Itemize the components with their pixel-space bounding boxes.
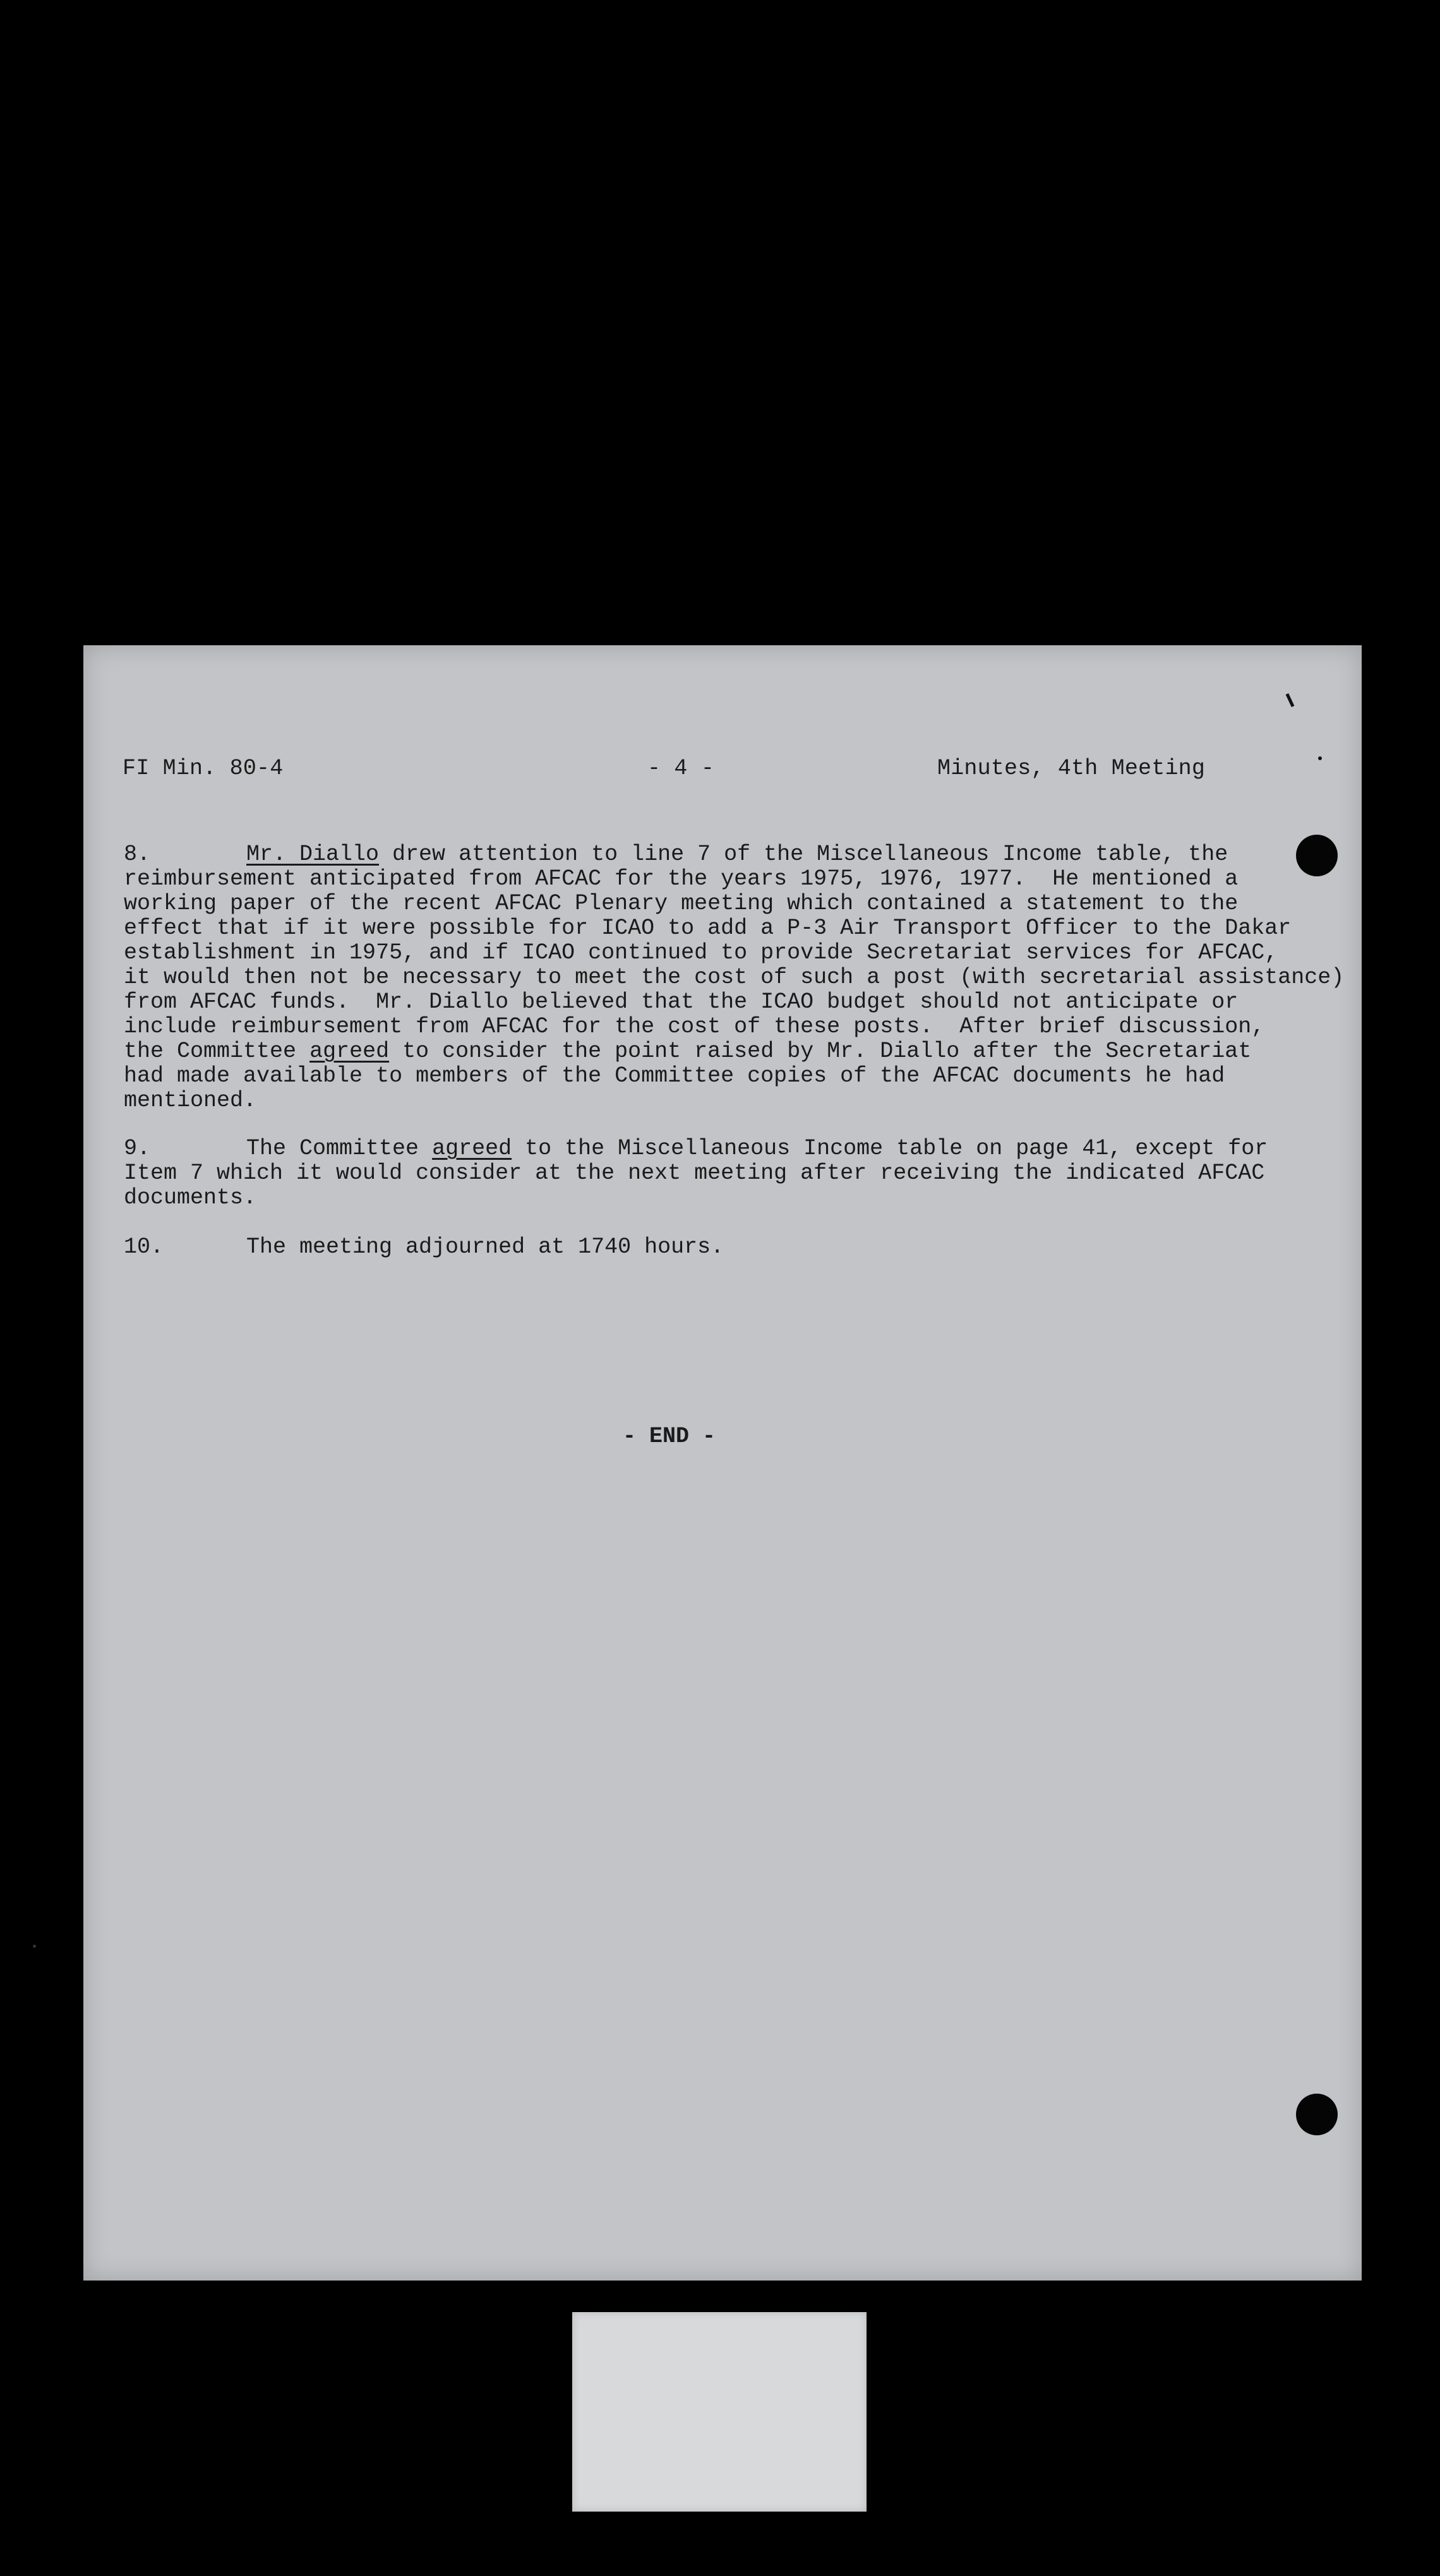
document-title: Minutes, 4th Meeting bbox=[937, 756, 1206, 781]
paragraph-text: effect that if it were possible for ICAO to add a P-3 Air Transport Officer to the Dakar bbox=[124, 915, 1292, 941]
paragraph-text: reimbursement anticipated from AFCAC for the years 1975, 1976, 1977. He mentioned a bbox=[124, 866, 1239, 891]
document-reference: FI Min. 80-4 bbox=[123, 756, 284, 781]
scan-speck bbox=[1318, 756, 1322, 760]
speaker-name: Mr. Diallo bbox=[246, 842, 380, 867]
microfilm-target-card bbox=[572, 2312, 867, 2512]
decision-word: agreed bbox=[432, 1136, 512, 1161]
paragraph-10 bbox=[124, 1235, 1324, 1260]
paragraph-number: 10. bbox=[124, 1234, 164, 1260]
paragraph-text: from AFCAC funds. Mr. Diallo believed that the ICAO budget should not anticipate or bbox=[124, 989, 1239, 1015]
paragraph-text: establishment in 1975, and if ICAO continued to provide Secretariat services for AFCAC, bbox=[124, 940, 1278, 965]
paragraph-number: 8. bbox=[124, 842, 151, 867]
page-number: - 4 - bbox=[647, 756, 715, 781]
paragraph-8 bbox=[124, 842, 1345, 1113]
paragraph-text: The meeting adjourned at 1740 hours. bbox=[246, 1234, 724, 1260]
paragraph-text: the Committee bbox=[124, 1039, 310, 1064]
paragraph-text: working paper of the recent AFCAC Plenary meeting which contained a statement to the bbox=[124, 891, 1239, 916]
paragraph-9 bbox=[124, 1136, 1324, 1210]
paragraph-text: documents. bbox=[124, 1185, 257, 1210]
scan-speck bbox=[33, 1945, 36, 1948]
document-page bbox=[83, 645, 1362, 2281]
paragraph-number: 9. bbox=[124, 1136, 151, 1161]
paragraph-text: to consider the point raised by Mr. Diallo after the Secretariat bbox=[389, 1039, 1252, 1064]
end-marker: - END - bbox=[623, 1424, 716, 1449]
paragraph-text: include reimbursement from AFCAC for the cost of these posts. After brief discussion, bbox=[124, 1014, 1265, 1039]
paragraph-text: to the Miscellaneous Income table on page 41, except for bbox=[512, 1136, 1268, 1161]
decision-word: agreed bbox=[309, 1039, 390, 1064]
paragraph-text: The Committee bbox=[246, 1136, 433, 1161]
punch-hole-bottom bbox=[1296, 2094, 1338, 2135]
scan-speck bbox=[1286, 693, 1295, 707]
paragraph-text: drew attention to line 7 of the Miscellaneous Income table, the bbox=[379, 842, 1228, 867]
paragraph-text: had made available to members of the Committee copies of the AFCAC documents he had bbox=[124, 1063, 1225, 1088]
paragraph-text: mentioned. bbox=[124, 1088, 257, 1113]
paragraph-text: Item 7 which it would consider at the next meeting after receiving the indicated AFCAC bbox=[124, 1160, 1265, 1186]
paragraph-text: it would then not be necessary to meet the cost of such a post (with secretarial assistance) bbox=[124, 965, 1345, 990]
